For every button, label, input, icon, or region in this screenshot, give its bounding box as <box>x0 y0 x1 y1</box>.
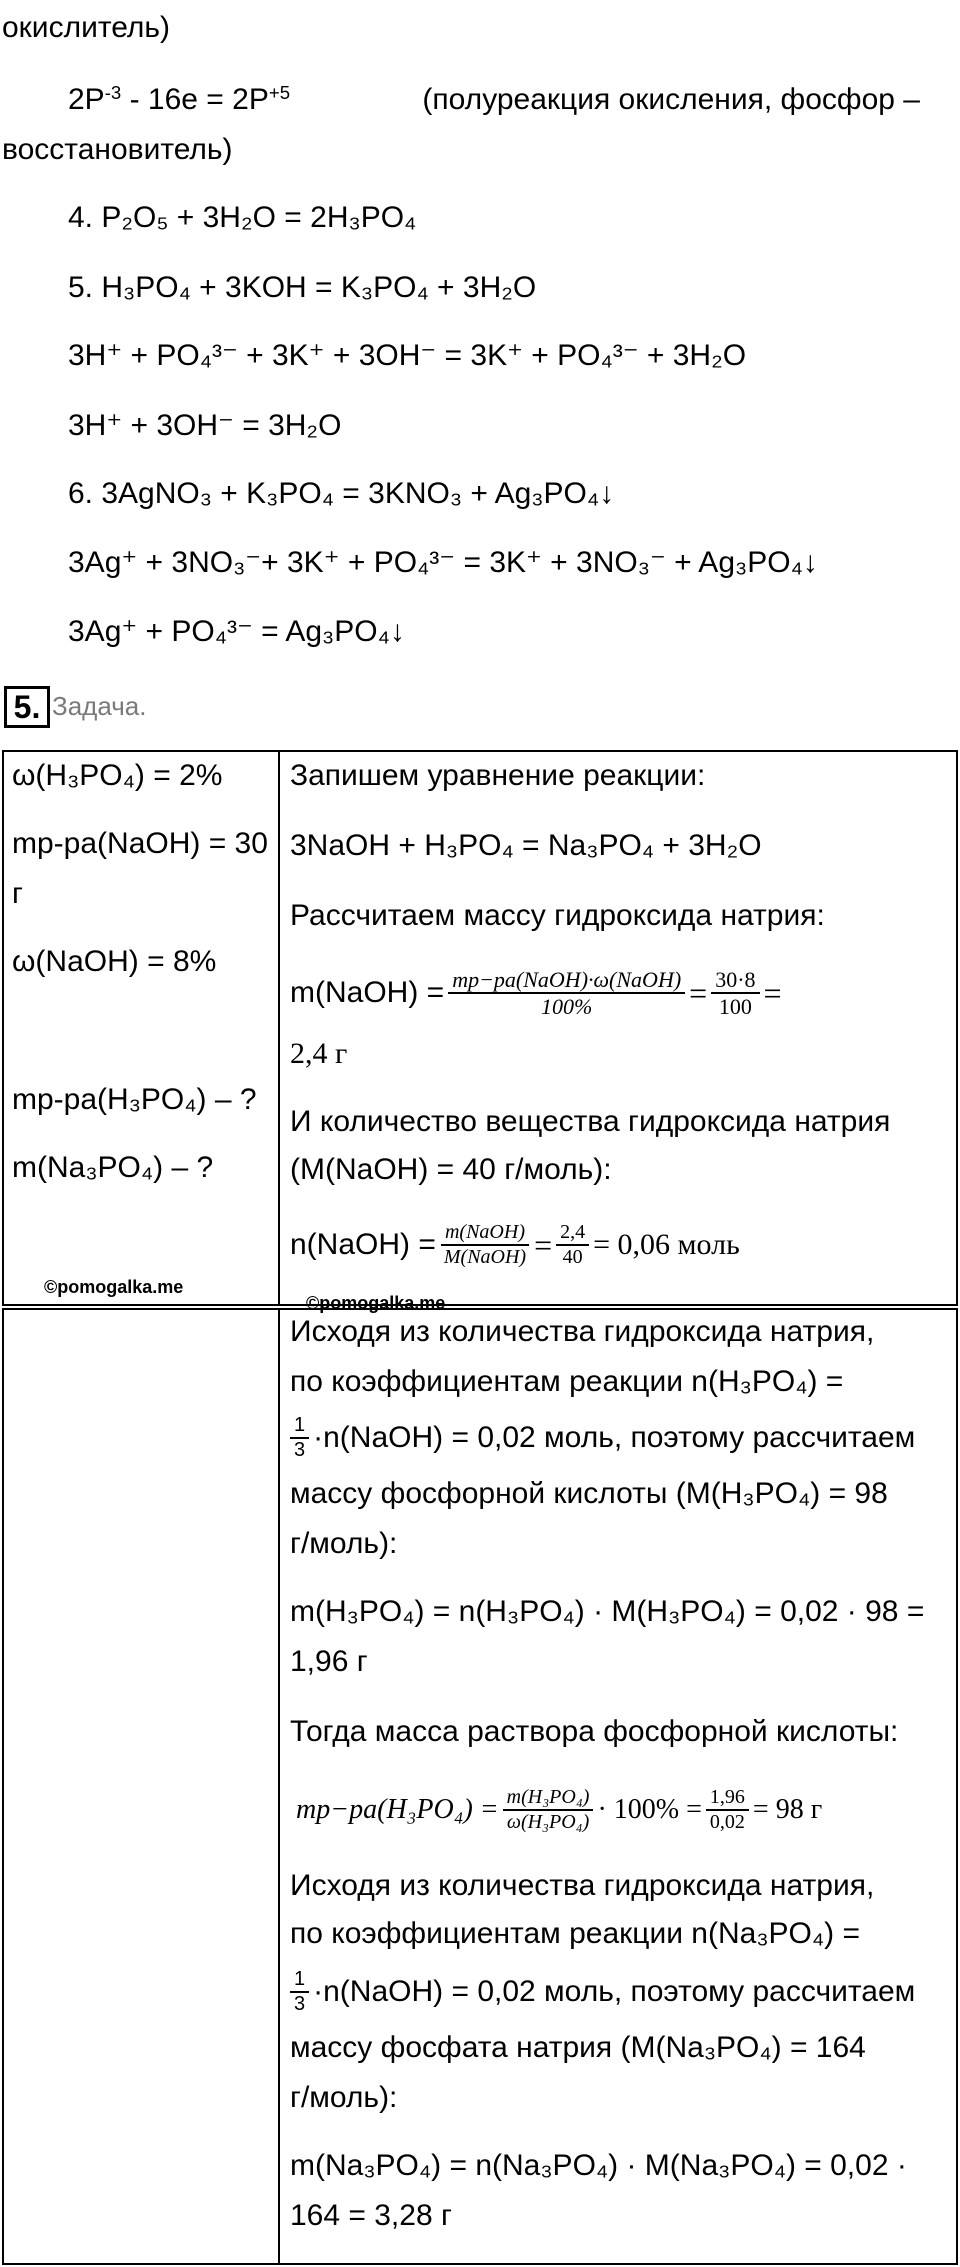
solution-step: Исходя из количества гидроксида натрия, <box>290 1869 875 1902</box>
solution-step: И количество вещества гидроксида натрия <box>290 1105 891 1138</box>
result-value: 2,4 г <box>290 1037 348 1070</box>
find-m-solution-h3po4: mр-ра(H₃PO₄) – ? <box>12 1083 257 1116</box>
solution-step-fraction: $\frac{1}{3}$ ·n(NaOH) = 0,02 моль, поэтому рассчитаем <box>290 1962 915 2022</box>
fraction: $\frac{\text{m(H₃PO₄)}}{\text{ω(H₃PO₄)}}$ <box>503 1786 594 1834</box>
equation-5-ionic: 3H⁺ + PO₄³⁻ + 3K⁺ + 3OH⁻ = 3K⁺ + PO₄³⁻ + 3H₂O <box>68 339 747 372</box>
equation-5-short-ionic: 3H⁺ + 3OH⁻ = 3H₂O <box>68 409 342 442</box>
result-value: 164 = 3,28 г <box>290 2199 452 2232</box>
formula-m-naoh: m(NaOH) = $\frac{\text{mр−ра(NaOH)·ω(NaOH)}}{100\%}$ = $\frac{30\cdot 8}{100}$ = <box>290 966 782 1019</box>
fraction: $\frac{\text{m(NaOH)}}{\text{M(NaOH)}}$ <box>440 1221 530 1269</box>
watermark-left: ©pomogalka.me <box>44 1277 184 1297</box>
solution-step: г/моль): <box>290 1527 398 1560</box>
table-divider <box>278 750 280 1306</box>
task-number: 5. <box>4 686 50 728</box>
equation-5: 5. H₃PO₄ + 3KOH = K₃PO₄ + 3H₂O <box>68 271 537 304</box>
table-divider <box>278 1308 280 2265</box>
fraction: $\frac{1,96}{0,02}$ <box>706 1786 749 1834</box>
task-label: Задача. <box>52 691 147 721</box>
equation-6: 6. 3AgNO₃ + K₃PO₄ = 3KNO₃ + Ag₃PO₄↓ <box>68 477 615 510</box>
solution-step: Тогда масса раствора фосфорной кислоты: <box>290 1715 899 1748</box>
given-m-naoh: mр-ра(NaOH) = 30 <box>12 827 268 860</box>
formula-n-naoh: n(NaOH) = $\frac{\text{m(NaOH)}}{\text{M(NaOH)}}$ = $\frac{2,4}{40}$ = 0,06 моль <box>290 1221 740 1268</box>
formula-m-solution-h3po4: mр−ра(H₃PO₄) = $\frac{\text{m(H₃PO₄)}}{\text{ω(H₃PO₄)}}$ · 100% = $\frac{1,96}{0,02}$ = 98 г <box>296 1786 823 1833</box>
equation-4: 4. P₂O₅ + 3H₂O = 2H₃PO₄ <box>68 201 417 234</box>
half-reaction-line <box>68 80 920 120</box>
fraction: $\frac{1}{3}$ <box>290 1414 309 1462</box>
result-value: 1,96 г <box>290 1645 368 1678</box>
equation-6-short-ionic: 3Ag⁺ + PO₄³⁻ = Ag₃PO₄↓ <box>68 615 405 648</box>
formula-part: - 16e = 2P <box>121 83 269 116</box>
find-m-na3po4: m(Na₃PO₄) – ? <box>12 1151 214 1184</box>
formula-part: 2P <box>68 83 105 116</box>
half-reaction-note: (полуреакция окисления, фосфор – <box>422 83 920 116</box>
formula-m-h3po4: m(H₃PO₄) = n(H₃PO₄) · M(H₃PO₄) = 0,02 · 98 = <box>290 1595 925 1628</box>
oxidation-state: -3 <box>104 81 122 103</box>
given-w-naoh: ω(NaOH) = 8% <box>12 945 217 978</box>
formula-m-na3po4: m(Na₃PO₄) = n(Na₃PO₄) · M(Na₃PO₄) = 0,02 · <box>290 2149 907 2182</box>
reaction-equation: 3NaOH + H₃PO₄ = Na₃PO₄ + 3H₂O <box>290 829 762 862</box>
fraction: $\frac{2,4}{40}$ <box>556 1221 589 1269</box>
given-m-naoh-unit: г <box>12 877 23 910</box>
text-line: окислитель) <box>2 11 171 44</box>
solution-step: массу фосфорной кислоты (M(H₃PO₄) = 98 <box>290 1477 888 1510</box>
fraction: $\frac{30\cdot 8}{100}$ <box>711 967 759 1020</box>
solution-step: по коэффициентам реакции n(H₃PO₄) = <box>290 1365 844 1398</box>
oxidation-state: +5 <box>268 81 291 103</box>
solution-step: по коэффициентам реакции n(Na₃PO₄) = <box>290 1917 860 1950</box>
watermark-right: ©pomogalka.me <box>306 1293 446 1313</box>
equation-6-ionic: 3Ag⁺ + 3NO₃⁻+ 3K⁺ + PO₄³⁻ = 3K⁺ + 3NO₃⁻ + Ag₃PO₄↓ <box>68 546 818 579</box>
text-line: восстановитель) <box>2 133 233 166</box>
given-w-h3po4: ω(H₃PO₄) = 2% <box>12 759 223 792</box>
solution-step: Рассчитаем массу гидроксида натрия: <box>290 899 825 932</box>
solution-step: Исходя из количества гидроксида натрия, <box>290 1315 875 1348</box>
solution-step-fraction: $\frac{1}{3}$ ·n(NaOH) = 0,02 моль, поэтому рассчитаем <box>290 1408 915 1468</box>
solution-step: (M(NaOH) = 40 г/моль): <box>290 1153 612 1186</box>
fraction: $\frac{\text{mр−ра(NaOH)·ω(NaOH)}}{100\%}$ <box>448 967 685 1020</box>
solution-step: массу фосфата натрия (M(Na₃PO₄) = 164 <box>290 2031 866 2064</box>
solution-step: Запишем уравнение реакции: <box>290 759 706 792</box>
fraction: $\frac{1}{3}$ <box>290 1968 309 2016</box>
solution-step: г/моль): <box>290 2081 398 2114</box>
